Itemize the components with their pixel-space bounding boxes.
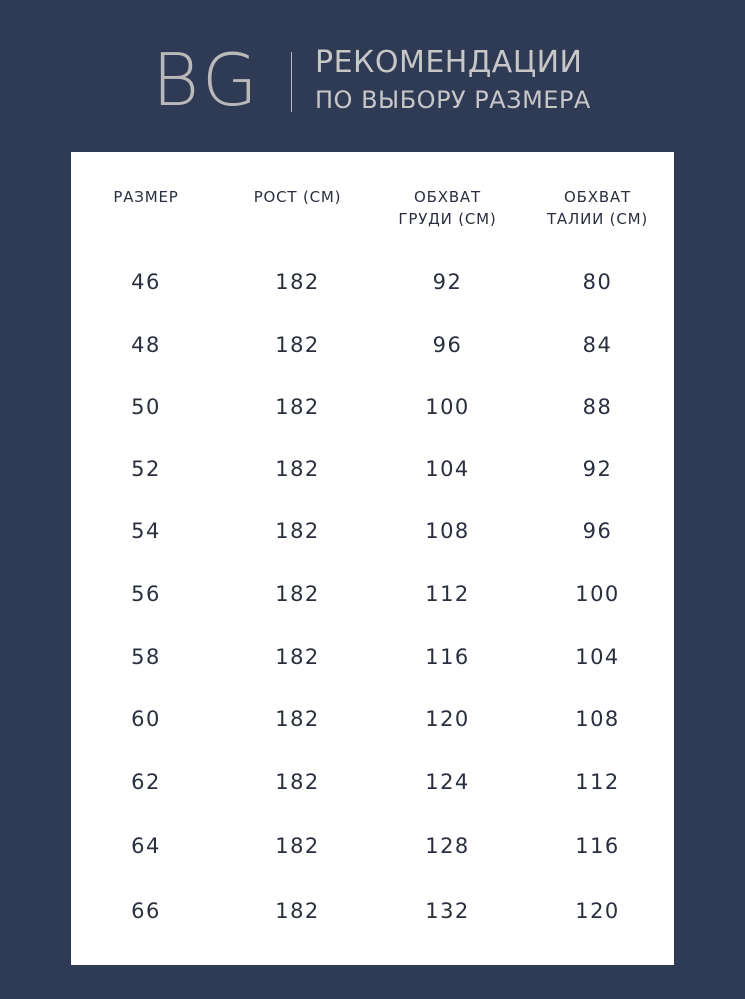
cell-height: 182: [275, 834, 320, 858]
column-header-size: [71, 186, 221, 208]
column-header-line: ТАЛИИ (СМ): [546, 210, 649, 228]
table-row: [71, 392, 674, 422]
cell-chest: 112: [425, 582, 470, 606]
cell-height: 182: [275, 645, 320, 669]
cell-waist: 88: [582, 395, 613, 419]
column-header-line: ГРУДИ (СМ): [398, 210, 497, 228]
cell-waist: 84: [582, 333, 613, 357]
column-header-line: ОБХВАТ: [564, 188, 631, 206]
column-header-chest: [372, 186, 523, 230]
cell-chest: 128: [425, 834, 470, 858]
cell-chest: 132: [425, 899, 470, 923]
cell-size: 66: [131, 899, 161, 923]
table-row: [71, 579, 674, 609]
table-row: [71, 642, 674, 672]
column-header-line: РОСТ (СМ): [253, 188, 342, 206]
table-row: [71, 267, 674, 297]
cell-size: 64: [131, 834, 161, 858]
cell-chest: 124: [425, 770, 470, 794]
cell-size: 48: [131, 333, 161, 357]
cell-height: 182: [275, 333, 320, 357]
size-table-card: [71, 152, 674, 965]
cell-size: 46: [131, 270, 161, 294]
cell-waist: 96: [582, 519, 613, 543]
cell-waist: 100: [575, 582, 620, 606]
cell-waist: 104: [575, 645, 620, 669]
cell-height: 182: [275, 519, 320, 543]
cell-chest: 108: [425, 519, 470, 543]
cell-chest: 116: [425, 645, 470, 669]
brand-logo: BG: [152, 38, 262, 122]
cell-height: 182: [275, 770, 320, 794]
cell-waist: 116: [575, 834, 620, 858]
cell-size: 54: [131, 519, 161, 543]
cell-waist: 80: [582, 270, 613, 294]
column-header-height: [222, 186, 373, 208]
cell-size: 58: [131, 645, 161, 669]
table-row: [71, 831, 674, 861]
table-row: [71, 330, 674, 360]
table-row: [71, 454, 674, 484]
cell-chest: 100: [425, 395, 470, 419]
cell-height: 182: [275, 395, 320, 419]
cell-size: 56: [131, 582, 161, 606]
column-header-line: ОБХВАТ: [414, 188, 481, 206]
table-header: [71, 186, 674, 236]
cell-height: 182: [275, 457, 320, 481]
cell-chest: 96: [432, 333, 463, 357]
cell-chest: 104: [425, 457, 470, 481]
cell-size: 52: [131, 457, 161, 481]
table-row: [71, 767, 674, 797]
cell-chest: 92: [432, 270, 463, 294]
cell-waist: 120: [575, 899, 620, 923]
table-row: [71, 516, 674, 546]
cell-height: 182: [275, 582, 320, 606]
cell-size: 60: [131, 707, 161, 731]
cell-height: 182: [275, 270, 320, 294]
cell-chest: 120: [425, 707, 470, 731]
cell-size: 62: [131, 770, 161, 794]
header-divider: [291, 52, 292, 112]
table-row: [71, 704, 674, 734]
title-line-2: ПО ВЫБОРУ РАЗМЕРА: [315, 86, 591, 114]
cell-waist: 108: [575, 707, 620, 731]
title-line-1: РЕКОМЕНДАЦИИ: [315, 45, 583, 80]
header: [0, 0, 745, 150]
cell-height: 182: [275, 707, 320, 731]
column-header-line: РАЗМЕР: [113, 188, 179, 206]
cell-height: 182: [275, 899, 320, 923]
cell-waist: 112: [575, 770, 620, 794]
cell-size: 50: [131, 395, 161, 419]
column-header-waist: [522, 186, 673, 230]
cell-waist: 92: [582, 457, 613, 481]
table-row: [71, 896, 674, 926]
